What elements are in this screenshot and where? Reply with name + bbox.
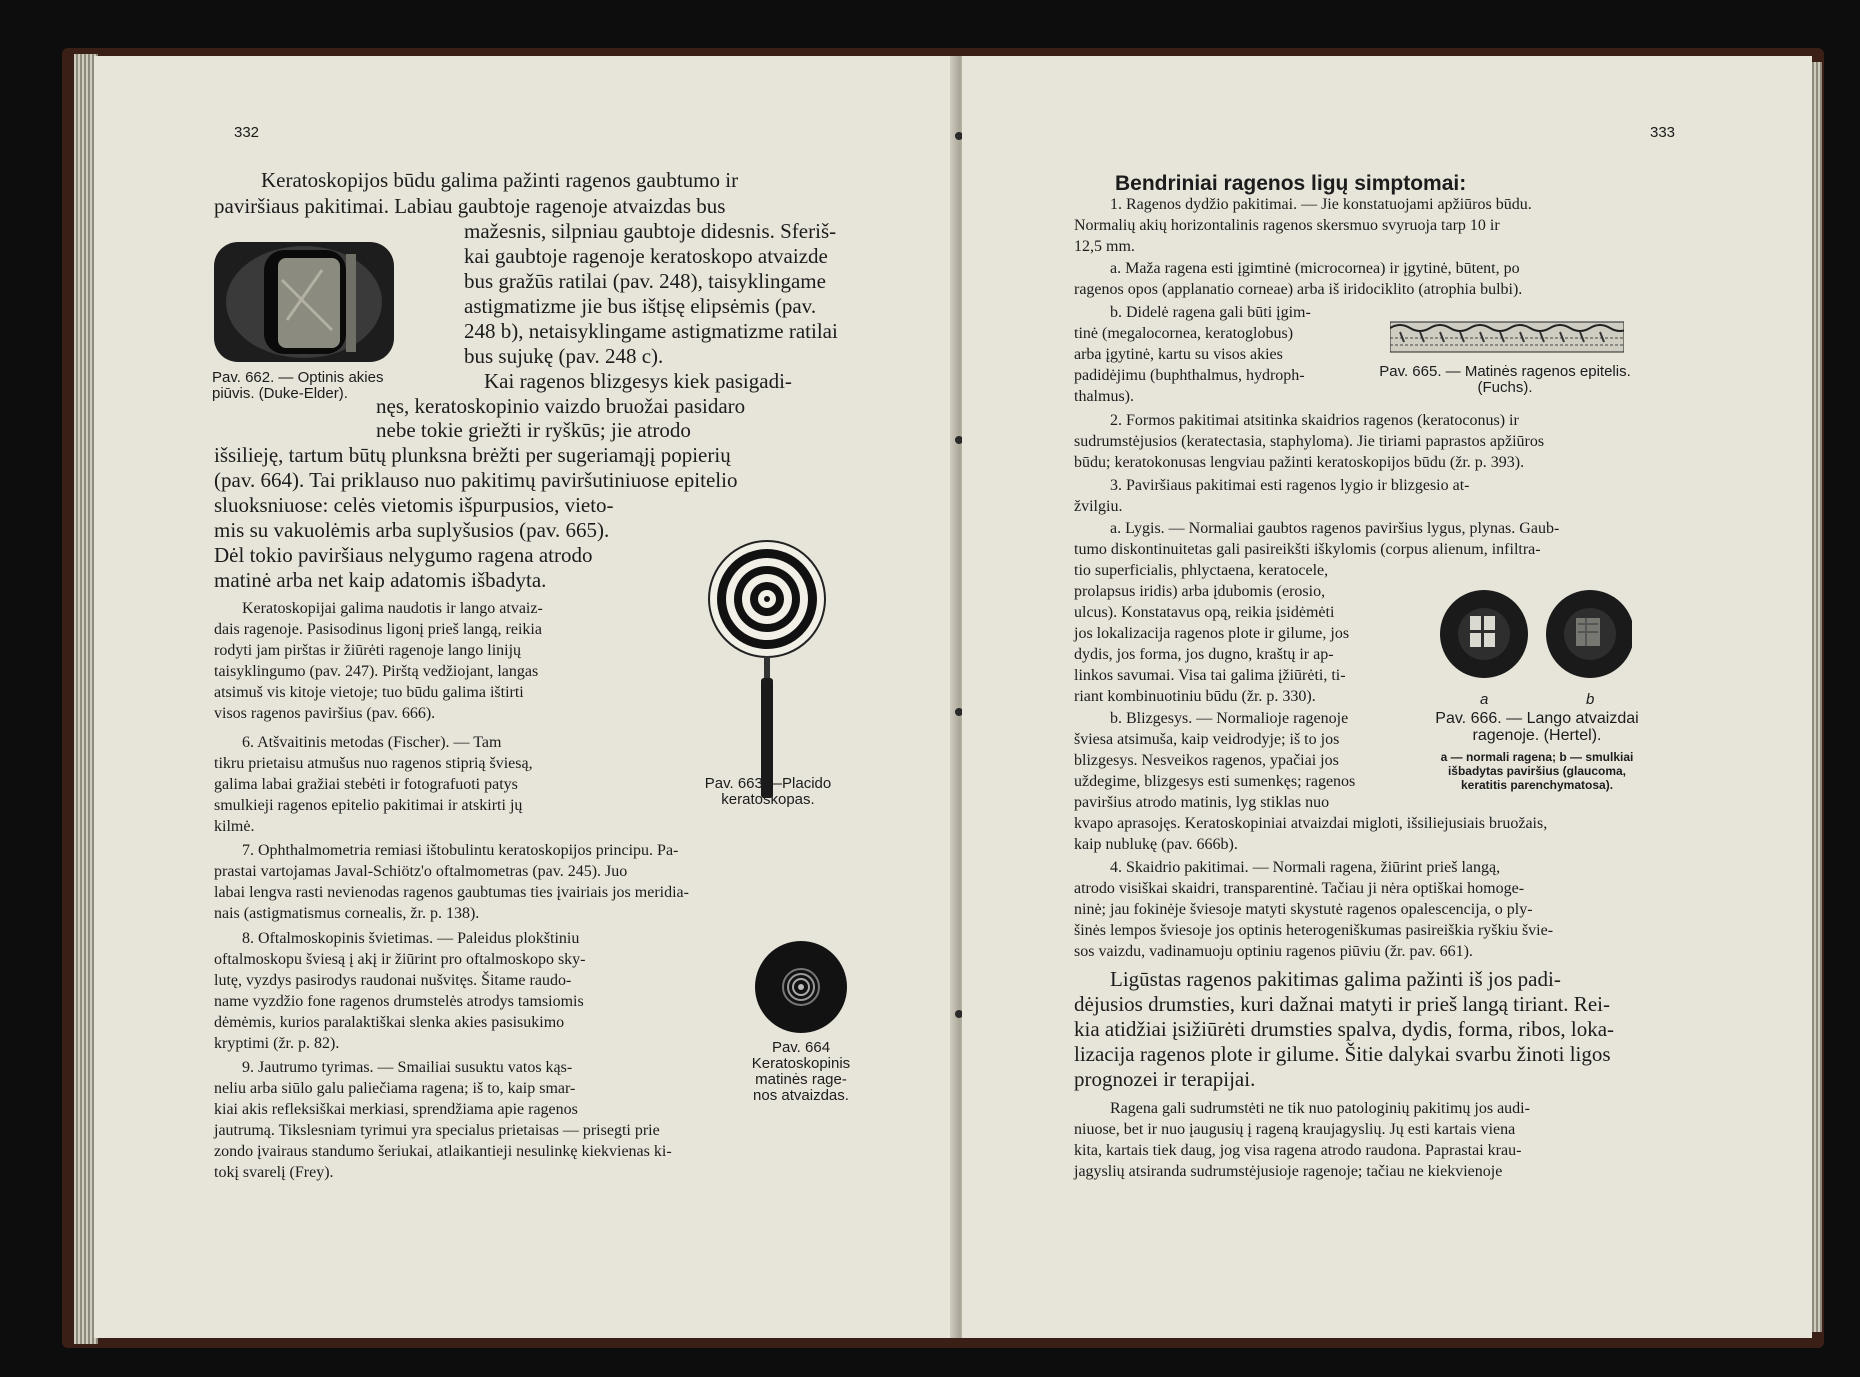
epithelium-figure — [1390, 318, 1624, 358]
text-line: taisyklingumo (pav. 247). Pirštą vedžiojant, langas — [214, 663, 539, 680]
text-line: Ragena gali sudrumstėti ne tik nuo patologinių pakitimų jos audi- — [1110, 1100, 1530, 1117]
text-line: atrodo visiškai skaidri, transparentinė. Tačiau ji nėra optiškai homoge- — [1074, 880, 1525, 897]
text-line: Keratoskopijos būdu galima pažinti ragenos gaubtumo ir — [261, 168, 739, 192]
text-line: 12,5 mm. — [1074, 238, 1135, 255]
text-line: prognozei ir terapijai. — [1074, 1067, 1256, 1091]
text-line: kvapo aprasojęs. Keratoskopiniai atvaizdai migloti, išsiliejusiais bruožais, — [1074, 815, 1548, 832]
caption-line: nos atvaizdas. — [753, 1087, 849, 1104]
caption-line: išbadytas paviršius (glaucoma, — [1447, 764, 1627, 778]
text-line: Ligūstas ragenos pakitimas galima pažinti iš jos padi- — [1110, 967, 1561, 991]
text-line: rodyti jam pirštas ir žiūrėti ragenoje lango linijų — [214, 642, 522, 659]
text-line: nebe tokie griežti ir ryškūs; jie atrodo — [376, 418, 691, 442]
fig-666-label-b: b — [1586, 691, 1595, 708]
text-line: Kai ragenos blizgesys kiek pasigadi- — [484, 369, 792, 393]
text-line: nais (astigmatismus cornealis, žr. p. 138). — [214, 905, 480, 922]
text-line: kai gaubtoje ragenoje keratoskopo atvaizde — [464, 244, 828, 268]
page-number: 333 — [1650, 124, 1676, 141]
caption-line: keratoskopas. — [721, 791, 815, 808]
text-line: Normalių akių horizontalinis ragenos skersmuo svyruoja tarp 10 ir — [1074, 217, 1500, 234]
text-line: bus gražūs ratilai (pav. 248), taisyklingame — [464, 269, 826, 293]
caption-line: Pav. 664 — [771, 1039, 831, 1056]
text-line: lizacija ragenos plote ir gilume. Šitie dalykai svarbu žinoti ligos — [1074, 1042, 1611, 1066]
fig-666-caption — [1430, 710, 1644, 744]
text-line: riant kombinuotiniu būdu (žr. p. 330). — [1074, 688, 1316, 705]
text-line: 4. Skaidrio pakitimai. — Normali ragena, žiūrint prieš langą, — [1110, 859, 1501, 876]
text-line: dėmėmis, kurios paralaktiškai slenka akies pasisukimo — [214, 1014, 565, 1031]
text-line: matinė arba net kaip adatomis išbadyta. — [214, 568, 547, 592]
text-line: paviršiaus pakitimai. Labiau gaubtoje ragenoje atvaizdas bus — [214, 194, 726, 218]
text-line: visos ragenos paviršius (pav. 666). — [214, 705, 436, 722]
text-line: šviesa atsimuša, kaip veidrodyje; iš to jos — [1074, 731, 1340, 748]
text-line: sos vaizdu, vadinamuoju optiniu ragenos piūviu (žr. pav. 661). — [1074, 943, 1473, 960]
left-page — [94, 56, 958, 1338]
caption-line: Pav. 665. — Matinės ragenos epitelis. — [1379, 363, 1631, 380]
caption-line: piūvis. (Duke-Elder). — [212, 385, 348, 402]
text-line: kilmė. — [214, 818, 255, 835]
text-line: dais ragenoje. Pasisodinus ligonį prieš langą, reikia — [214, 621, 542, 638]
text-line: prolapsus iridis) arba įdubomis (erosio, — [1074, 583, 1326, 600]
caption-line: Pav. 666. — Lango atvaizdai — [1435, 710, 1639, 727]
text-line: 1. Ragenos dydžio pakitimai. — Jie konstatuojami apžiūros būdu. — [1110, 196, 1532, 213]
text-line: arba įgytinė, kartu su visos akies — [1074, 346, 1283, 363]
text-line: dydis, jos forma, jos dugno, kraštų ir ap- — [1074, 646, 1334, 663]
text-line: paviršius atrodo matinis, lyg stiklas nuo — [1074, 794, 1330, 811]
text-line: padidėjimu (buphthalmus, hydroph- — [1074, 367, 1305, 384]
text-line: 8. Oftalmoskopinis švietimas. — Paleidus plokštiniu — [242, 930, 580, 947]
text-line: ulcus). Konstatavus opą, reikia įsidėmėti — [1074, 604, 1335, 621]
text-line: tokį svarelį (Frey). — [214, 1164, 334, 1181]
text-line: kaip nublukę (pav. 666b). — [1074, 836, 1238, 853]
text-line: atsimuš vis kitoje vietoje; tuo būdu galima ištirti — [214, 684, 524, 701]
placido-keratoscope-figure — [706, 538, 828, 810]
right-page — [962, 56, 1812, 1338]
text-line: tikru prietaisu atmušus nuo ragenos stiprią šviesą, — [214, 755, 533, 772]
text-line: dėjusios drumsties, kuri dažnai matyti ir prieš langą tiriant. Rei- — [1074, 992, 1610, 1016]
text-line: niuose, bet ir nuo įaugusių į rageną kraujagyslių. Jų esti kartais viena — [1074, 1121, 1516, 1138]
caption-line: matinės rage- — [755, 1071, 847, 1088]
text-line: (pav. 664). Tai priklauso nuo pakitimų paviršutiniuose epitelio — [214, 468, 738, 492]
caption-line: keratitis parenchymatosa). — [1460, 778, 1614, 792]
text-line: 2. Formos pakitimai atsitinka skaidrios ragenos (keratoconus) ir — [1110, 412, 1519, 429]
text-line: name vyzdžio fone ragenos drumstelės atrodys tamsiomis — [214, 993, 584, 1010]
text-line: sluoksniuose: celės vietomis išpurpusios, vieto- — [214, 493, 614, 517]
fig-664-caption — [744, 1040, 858, 1104]
text-line: uždegime, blizgesys esti sumenkęs; ragenos — [1074, 773, 1356, 790]
fig-663-caption — [688, 776, 848, 808]
text-line: sudrumstėjusios (keratectasia, staphyloma). Jie tiriami paprastos apžiūros — [1074, 433, 1545, 450]
text-line: ragenos opos (applanatio corneae) arba iš iridociklito (atrophia bulbi). — [1074, 281, 1523, 298]
text-line: tumo diskontinuitetas gali pasireikšti iškylomis (corpus alienum, infiltra- — [1074, 541, 1541, 558]
text-line: astigmatizme jie bus ištįsę elipsėmis (pav. — [464, 294, 817, 318]
text-line: ninė; jau fokinėje šviesoje matyti skystutė ragenos opalescencija, o ply- — [1074, 901, 1533, 918]
text-line: išsilieję, tartum būtų plunksna brėžti per sugeriamąjį popierių — [214, 443, 731, 467]
text-line: nęs, keratoskopinio vaizdo bruožai pasidaro — [376, 394, 746, 418]
text-line: a. Maža ragena esti įgimtinė (microcornea) ir įgytinė, būtent, po — [1110, 260, 1520, 277]
text-line: 248 b), netaisyklingame astigmatizme ratilai — [464, 319, 838, 343]
text-line: kiai akis refleksiškai merkiasi, sprendžiama apie ragenos — [214, 1101, 578, 1118]
text-line: mis su vakuolėmis arba suplyšusios (pav. 665). — [214, 518, 610, 542]
text-line: tio superficialis, phlyctaena, keratocele, — [1074, 562, 1329, 579]
text-line: kia atidžiai įsižiūrėti drumsties spalva, dydis, forma, ribos, loka- — [1074, 1017, 1615, 1041]
text-line: linkos savumai. Visa tai galima įžiūrėti, ti- — [1074, 667, 1346, 684]
text-line: kita, kartais tiek daug, jog visa ragena atrodo raudona. Paprastai krau- — [1074, 1142, 1522, 1159]
text-line: labai lengva rasti nevienodas ragenos gaubtumas ties įvairiais jos meridia- — [214, 884, 689, 901]
text-line: b. Didelė ragena gali būti įgim- — [1110, 304, 1311, 321]
text-line: prastai vartojamas Javal-Schiötz'o oftalmometras (pav. 245). Juo — [214, 863, 628, 880]
text-line: thalmus). — [1074, 388, 1134, 405]
fig-666-label-a: a — [1480, 691, 1489, 708]
fig-665-caption — [1370, 364, 1640, 396]
caption-line: Keratoskopinis — [751, 1055, 851, 1072]
text-line: mažesnis, silpniau gaubtoje didesnis. Sferiš- — [464, 219, 837, 243]
caption-line: Pav. 662. — Optinis akies — [212, 369, 384, 386]
caption-line: ragenoje. (Hertel). — [1472, 727, 1602, 744]
text-line: 7. Ophthalmometria remiasi ištobulintu keratoskopijos principu. Pa- — [242, 842, 679, 859]
caption-line: Pav. 663.—Placido — [704, 775, 832, 792]
text-line: zondo įvairaus standumo šeriukai, atlaikantieji nesulinkę kiekvienas ki- — [214, 1143, 672, 1160]
text-line: galima labai gražiai stebėti ir fotografuoti patys — [214, 776, 518, 793]
text-line: Dėl tokio paviršiaus nelygumo ragena atrodo — [214, 543, 593, 567]
text-line: b. Blizgesys. — Normalioje ragenoje — [1110, 710, 1349, 727]
text-line: 6. Atšvaitinis metodas (Fischer). — Tam — [242, 734, 502, 751]
window-reflection-figure — [1440, 586, 1632, 686]
text-line: Keratoskopijai galima naudotis ir lango atvaiz- — [242, 600, 543, 617]
text-line: 3. Paviršiaus pakitimai esti ragenos lygio ir blizgesio at- — [1110, 477, 1470, 494]
text-line: a. Lygis. — Normaliai gaubtos ragenos paviršius lygus, plynas. Gaub- — [1110, 520, 1560, 537]
page-number: 332 — [234, 124, 260, 141]
text-line: kryptimi (žr. p. 82). — [214, 1035, 340, 1052]
section-heading: Bendriniai ragenos ligų simptomai: — [1115, 172, 1467, 195]
text-line: jautrumą. Tikslesniam tyrimui yra specialus prietaisas — prisegti prie — [214, 1122, 660, 1139]
text-line: jagyslių atsiranda sudrumstėjusioje ragenoje; tačiau ne kiekvienoje — [1074, 1163, 1503, 1180]
caption-line: a — normali ragena; b — smulkiai — [1440, 750, 1634, 764]
text-line: blizgesys. Nesveikos ragenos, ypačiai jos — [1074, 752, 1339, 769]
text-line: šinės lempos šviesoje jos optinis heterogeniškumas pasireiškia ryškiu švie- — [1074, 922, 1554, 939]
text-line: būdu; keratokonusas lengviau pažinti keratoskopijos būdu (žr. p. 393). — [1074, 454, 1525, 471]
text-line: žvilgiu. — [1074, 498, 1123, 515]
fig-662-caption — [212, 370, 383, 402]
caption-line: (Fuchs). — [1477, 379, 1533, 396]
matte-cornea-keratoscopic-figure — [754, 940, 848, 1034]
text-line: tinė (megalocornea, keratoglobus) — [1074, 325, 1294, 342]
optical-section-figure — [212, 240, 396, 364]
text-line: oftalmoskopu šviesą į akį ir žiūrint pro oftalmoskopo sky- — [214, 951, 586, 968]
text-line: neliu arba siūlo galu paliečiama ragena; iš to, kaip smar- — [214, 1080, 576, 1097]
fig-666-subcaption — [1428, 750, 1646, 792]
text-line: jos lokalizacija ragenos plote ir gilume, jos — [1074, 625, 1350, 642]
text-line: 9. Jautrumo tyrimas. — Smailiai susuktu vatos kąs- — [242, 1059, 573, 1076]
text-line: smulkieji ragenos epitelio pakitimai ir atskirti jų — [214, 797, 523, 814]
text-line: bus sujukę (pav. 248 c). — [464, 344, 664, 368]
text-line: lutę, vyzdys pasirodys raudonai nušvitęs. Šitame raudo- — [214, 972, 572, 989]
